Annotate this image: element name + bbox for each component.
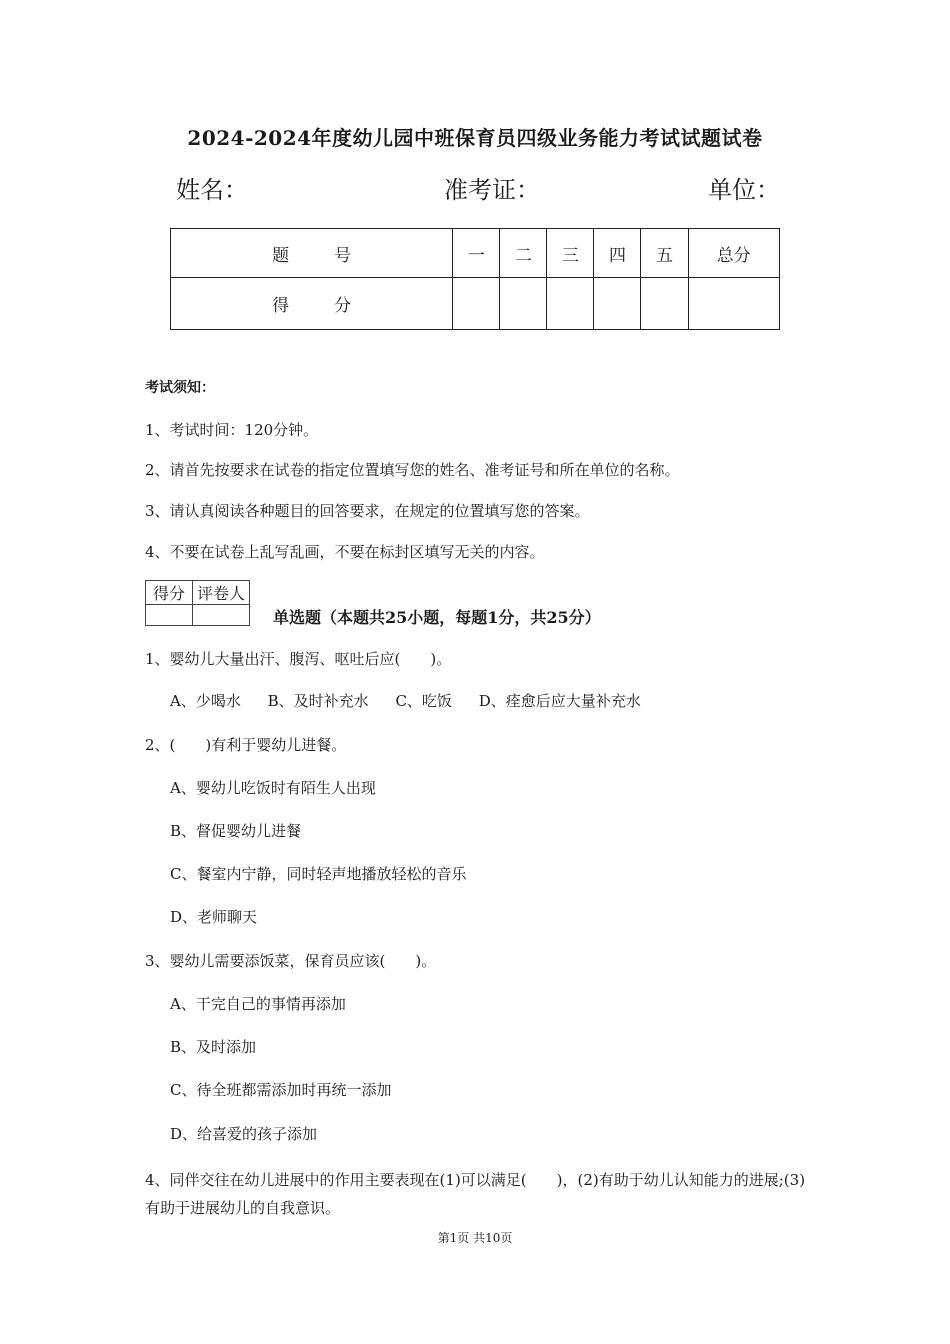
- section-one-header: 一: [453, 229, 500, 278]
- question-stem: 3、婴幼儿需要添饭菜，保育员应该( )。: [145, 952, 437, 970]
- grader-score-label: 得分: [146, 581, 193, 605]
- question-stem: 1、婴幼儿大量出汗、腹泻、呕吐后应( )。: [145, 650, 452, 668]
- score-table-header-row: [171, 229, 780, 278]
- total-score-header: 总分: [688, 229, 779, 278]
- notice-item: 1、考试时间：120分钟。: [145, 421, 319, 439]
- score-table-score-row: [171, 278, 780, 330]
- score-cell-one: [453, 278, 500, 330]
- page-title: 2024-2024年度幼儿园中班保育员四级业务能力考试试题试卷: [187, 126, 763, 150]
- notice-title: 考试须知：: [145, 380, 215, 396]
- grader-reviewer-cell: [193, 605, 250, 626]
- score-cell-four: [594, 278, 641, 330]
- option-b: B、及时添加: [170, 1038, 257, 1056]
- name-label: 姓名：: [176, 176, 248, 204]
- option-c: C、餐室内宁静，同时轻声地播放轻松的音乐: [170, 865, 467, 883]
- notice-item: 3、请认真阅读各种题目的回答要求，在规定的位置填写您的答案。: [145, 502, 590, 520]
- option-a: A、少喝水: [170, 692, 241, 710]
- notice-item: 2、请首先按要求在试卷的指定位置填写您的姓名、准考证号和所在单位的名称。: [145, 461, 680, 479]
- question-number-header: 题 号: [171, 229, 453, 278]
- score-cell-five: [641, 278, 688, 330]
- section-heading: 单选题（本题共25小题，每题1分，共25分）: [273, 608, 601, 627]
- score-cell-total: [688, 278, 779, 330]
- exam-number-label: 准考证：: [444, 176, 540, 204]
- candidate-info-line: [176, 170, 780, 202]
- section-two-header: 二: [500, 229, 547, 278]
- section-three-header: 三: [547, 229, 594, 278]
- grader-score-cell: [146, 605, 193, 626]
- grader-box: [145, 580, 250, 626]
- option-a: A、干完自己的事情再添加: [170, 995, 346, 1013]
- section-five-header: 五: [641, 229, 688, 278]
- option-d: D、老师聊天: [170, 908, 258, 926]
- score-table: [170, 228, 780, 330]
- score-cell-three: [547, 278, 594, 330]
- question-stem: 2、( )有利于婴幼儿进餐。: [145, 736, 347, 754]
- section-four-header: 四: [594, 229, 641, 278]
- notice-item: 4、不要在试卷上乱写乱画，不要在标封区填写无关的内容。: [145, 543, 545, 561]
- score-row-label: 得 分: [171, 278, 453, 330]
- unit-label: 单位：: [708, 176, 780, 204]
- option-b: B、及时补充水: [267, 692, 369, 710]
- option-d: D、痊愈后应大量补充水: [478, 692, 641, 710]
- option-c: C、吃饭: [395, 692, 452, 710]
- grader-reviewer-label: 评卷人: [193, 581, 250, 605]
- option-d: D、给喜爱的孩子添加: [170, 1125, 318, 1143]
- option-a: A、婴幼儿吃饭时有陌生人出现: [170, 779, 376, 797]
- option-c: C、待全班都需添加时再统一添加: [170, 1081, 392, 1099]
- page-footer: 第1页 共10页: [437, 1231, 513, 1245]
- question-stem: 4、同伴交往在幼儿进展中的作用主要表现在(1)可以满足( )，(2)有助于幼儿认知能力的进展;(3)有助于进展幼儿的自我意识。: [145, 1171, 806, 1217]
- option-b: B、督促婴幼儿进餐: [170, 822, 302, 840]
- score-cell-two: [500, 278, 547, 330]
- question-options-inline: [170, 690, 663, 711]
